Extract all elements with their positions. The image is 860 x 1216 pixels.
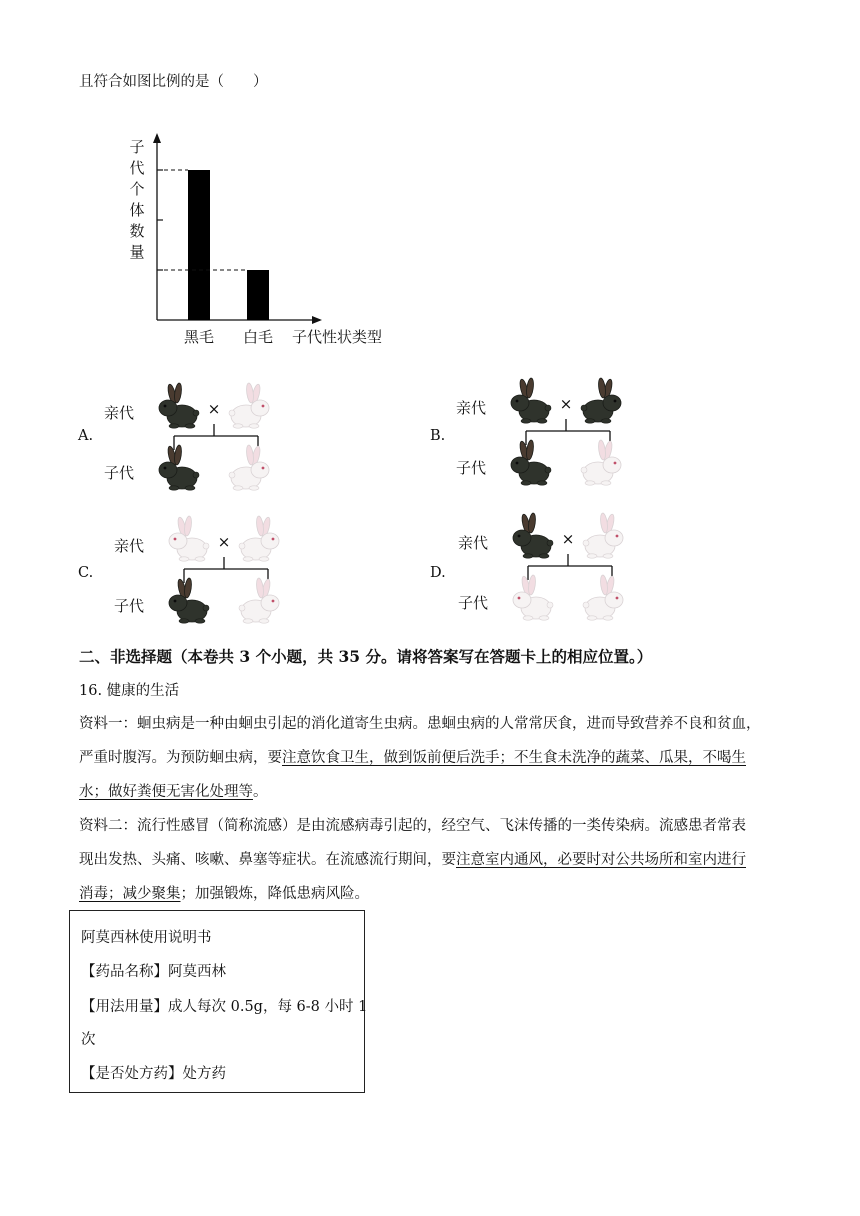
- white-rabbit-icon: [513, 575, 553, 621]
- rabbit-head: [169, 533, 187, 549]
- y-axis-label-char: 数: [129, 222, 145, 240]
- rabbit-eye: [272, 600, 275, 603]
- option-c-letter: C.: [78, 565, 94, 581]
- rabbit-ear: [255, 516, 264, 537]
- leaflet-title: 阿莫西林使用说明书: [81, 930, 212, 946]
- rabbit-eye: [262, 405, 265, 408]
- rabbit-foot: [185, 424, 195, 428]
- rabbit-foot: [523, 554, 533, 558]
- rabbit-ear: [183, 516, 192, 537]
- offspring-generation-label: 子代: [104, 464, 135, 482]
- rabbit-foot: [523, 616, 533, 620]
- section-heading-post: 分。请将答案写在答题卡上的相应位置。）: [360, 647, 653, 666]
- rabbit-eye: [174, 600, 177, 603]
- rabbit-eye: [614, 462, 617, 465]
- rabbit-tail: [583, 540, 589, 546]
- y-axis-label-char: 体: [129, 201, 145, 219]
- rabbit-ear: [525, 378, 534, 399]
- material-1-underlined-a: 注意饮食卫生，做到饭前便后洗手；不生食未洗净的蔬菜、瓜果，不喝生: [282, 750, 746, 766]
- option-c-cross-diagram: [106, 513, 306, 631]
- rabbit-foot: [587, 554, 597, 558]
- cross-symbol: ×: [561, 530, 575, 548]
- rabbit-foot: [249, 424, 259, 428]
- option-b-cross-diagram: [448, 375, 648, 493]
- rabbit-foot: [179, 619, 189, 623]
- rabbit-foot: [587, 616, 597, 620]
- rabbit-tail: [581, 405, 587, 411]
- rabbit-eye: [164, 405, 167, 408]
- rabbit-ear: [599, 575, 608, 596]
- rabbit-tail: [203, 605, 209, 611]
- rabbit-tail: [193, 472, 199, 478]
- rabbit-foot: [585, 419, 595, 423]
- rabbit-tail: [545, 405, 551, 411]
- rabbit-eye: [164, 467, 167, 470]
- rabbit-tail: [203, 543, 209, 549]
- rabbit-tail: [545, 467, 551, 473]
- rabbit-foot: [243, 557, 253, 561]
- option-a-cross-diagram: [96, 380, 296, 498]
- black-rabbit-icon: [159, 383, 199, 429]
- material-1-line-2: [79, 750, 746, 767]
- rabbit-foot: [601, 419, 611, 423]
- rabbit-foot: [233, 486, 243, 490]
- x-axis-label: 子代性状类型: [291, 328, 383, 346]
- rabbit-ear: [597, 378, 606, 399]
- rabbit-foot: [521, 481, 531, 485]
- leaflet-usage-line-1: 【用法用量】成人每次 0.5g，每 6-8 小时 1: [81, 999, 368, 1015]
- rabbit-foot: [259, 557, 269, 561]
- bar-white-fur: [247, 270, 269, 320]
- rabbit-eye: [174, 538, 177, 541]
- cross-symbol: ×: [207, 400, 221, 418]
- white-rabbit-icon: [581, 440, 621, 486]
- rabbit-foot: [169, 486, 179, 490]
- rabbit-eye: [272, 538, 275, 541]
- y-axis-label-char: 代: [129, 159, 145, 177]
- section-heading-pre: 二、非选择题（本卷共: [79, 647, 240, 666]
- material-1-line-1: 资料一：蛔虫病是一种由蛔虫引起的消化道寄生虫病。患蛔虫病的人常常厌食，进而导致营养不良和贫血，: [79, 716, 761, 732]
- rabbit-tail: [239, 543, 245, 549]
- y-axis-label-char: 量: [129, 243, 145, 261]
- rabbit-head: [603, 457, 621, 473]
- rabbit-foot: [537, 481, 547, 485]
- rabbit-ear: [245, 445, 254, 466]
- rabbit-foot: [585, 481, 595, 485]
- x-axis-arrow: [312, 316, 322, 324]
- rabbit-head: [605, 530, 623, 546]
- rabbit-ear: [527, 575, 536, 596]
- rabbit-eye: [262, 467, 265, 470]
- rabbit-foot: [179, 557, 189, 561]
- rabbit-tail: [239, 605, 245, 611]
- white-rabbit-icon: [169, 516, 209, 562]
- rabbit-head: [169, 595, 187, 611]
- parent-generation-label: 亲代: [114, 537, 145, 555]
- rabbit-ear: [173, 445, 182, 466]
- material-2-end: ；加强锻炼，降低患病风险。: [180, 886, 369, 902]
- material-2-line-3: [79, 886, 369, 903]
- section-heading-count: 3: [239, 647, 251, 666]
- rabbit-foot: [195, 619, 205, 623]
- rabbit-head: [251, 400, 269, 416]
- option-a-letter: A.: [78, 428, 94, 444]
- rabbit-head: [603, 395, 621, 411]
- rabbit-head: [605, 592, 623, 608]
- black-rabbit-icon: [581, 378, 621, 424]
- rabbit-tail: [229, 472, 235, 478]
- rabbit-foot: [195, 557, 205, 561]
- rabbit-tail: [583, 602, 589, 608]
- x-tick-label: 黑毛: [183, 328, 215, 346]
- rabbit-tail: [581, 467, 587, 473]
- y-axis-label: [129, 138, 144, 261]
- material-1-end: 。: [253, 784, 268, 800]
- rabbit-eye: [516, 462, 519, 465]
- rabbit-tail: [547, 602, 553, 608]
- parent-generation-label: 亲代: [456, 399, 487, 417]
- leaflet-prescription: 【是否处方药】处方药: [81, 1066, 226, 1082]
- offspring-bar-chart: [110, 120, 410, 355]
- option-b-letter: B.: [430, 428, 446, 444]
- rabbit-ear: [255, 578, 264, 599]
- rabbit-foot: [185, 486, 195, 490]
- rabbit-tail: [229, 410, 235, 416]
- white-rabbit-icon: [229, 445, 269, 491]
- rabbit-head: [511, 457, 529, 473]
- x-tick-label: 白毛: [242, 328, 274, 346]
- option-d-letter: D.: [430, 565, 446, 581]
- rabbit-head: [513, 592, 531, 608]
- amoxicillin-leaflet: [69, 910, 368, 1093]
- black-rabbit-icon: [511, 440, 551, 486]
- rabbit-foot: [521, 419, 531, 423]
- cross-symbol: ×: [217, 533, 231, 551]
- rabbit-foot: [249, 486, 259, 490]
- rabbit-eye: [516, 400, 519, 403]
- rabbit-foot: [537, 419, 547, 423]
- white-rabbit-icon: [583, 513, 623, 559]
- option-d-cross-diagram: [450, 510, 650, 628]
- rabbit-head: [261, 533, 279, 549]
- rabbit-head: [513, 530, 531, 546]
- black-rabbit-icon: [159, 445, 199, 491]
- rabbit-ear: [599, 513, 608, 534]
- material-2-line-2: [79, 852, 746, 869]
- rabbit-eye: [616, 597, 619, 600]
- rabbit-head: [159, 462, 177, 478]
- rabbit-head: [251, 462, 269, 478]
- white-rabbit-icon: [239, 516, 279, 562]
- rabbit-eye: [614, 400, 617, 403]
- material-2-underlined-b: 消毒；减少聚集: [79, 886, 181, 902]
- rabbit-head: [511, 395, 529, 411]
- black-rabbit-icon: [169, 578, 209, 624]
- section-heading-score: 35: [338, 647, 361, 666]
- material-2-text: 现出发热、头痛、咳嗽、鼻塞等症状。在流感流行期间，要: [79, 852, 456, 868]
- rabbit-foot: [233, 424, 243, 428]
- black-rabbit-icon: [513, 513, 553, 559]
- rabbit-eye: [518, 535, 521, 538]
- rabbit-ear: [245, 383, 254, 404]
- leaflet-usage-line-2: 次: [81, 1032, 96, 1048]
- material-2-line-1: 资料二：流行性感冒（简称流感）是由流感病毒引起的，经空气、飞沫传播的一类传染病。流感患者常表: [79, 818, 746, 834]
- rabbit-foot: [259, 619, 269, 623]
- material-1-line-3: [79, 784, 268, 801]
- y-axis-arrow: [153, 133, 161, 143]
- y-axis-label-char: 个: [129, 180, 145, 198]
- question-16-title: 16. 健康的生活: [79, 683, 180, 699]
- bar-black-fur: [188, 170, 210, 320]
- rabbit-foot: [603, 554, 613, 558]
- cross-symbol: ×: [559, 395, 573, 413]
- rabbit-eye: [518, 597, 521, 600]
- leaflet-drug-name: 【药品名称】阿莫西林: [81, 964, 226, 980]
- white-rabbit-icon: [229, 383, 269, 429]
- rabbit-ear: [173, 383, 182, 404]
- rabbit-foot: [169, 424, 179, 428]
- rabbit-ear: [597, 440, 606, 461]
- section-heading-mid: 个小题，共: [250, 647, 339, 666]
- rabbit-tail: [193, 410, 199, 416]
- y-axis-label-char: 子: [129, 138, 145, 156]
- material-1-underlined-b: 水；做好粪便无害化处理等: [79, 784, 253, 800]
- rabbit-ear: [183, 578, 192, 599]
- rabbit-foot: [539, 554, 549, 558]
- parent-generation-label: 亲代: [458, 534, 489, 552]
- offspring-generation-label: 子代: [114, 597, 145, 615]
- offspring-generation-label: 子代: [458, 594, 489, 612]
- offspring-generation-label: 子代: [456, 459, 487, 477]
- rabbit-foot: [243, 619, 253, 623]
- rabbit-foot: [603, 616, 613, 620]
- parent-generation-label: 亲代: [104, 404, 135, 422]
- material-1-text: 严重时腹泻。为预防蛔虫病，要: [79, 750, 282, 766]
- white-rabbit-icon: [239, 578, 279, 624]
- white-rabbit-icon: [583, 575, 623, 621]
- rabbit-foot: [539, 616, 549, 620]
- section-heading: [79, 648, 652, 667]
- rabbit-head: [261, 595, 279, 611]
- question-tail: 且符合如图比例的是（ ）: [79, 74, 268, 90]
- rabbit-ear: [527, 513, 536, 534]
- black-rabbit-icon: [511, 378, 551, 424]
- rabbit-head: [159, 400, 177, 416]
- material-2-underlined-a: 注意室内通风，必要时对公共场所和室内进行: [456, 852, 746, 868]
- rabbit-tail: [547, 540, 553, 546]
- rabbit-eye: [616, 535, 619, 538]
- rabbit-foot: [601, 481, 611, 485]
- rabbit-ear: [525, 440, 534, 461]
